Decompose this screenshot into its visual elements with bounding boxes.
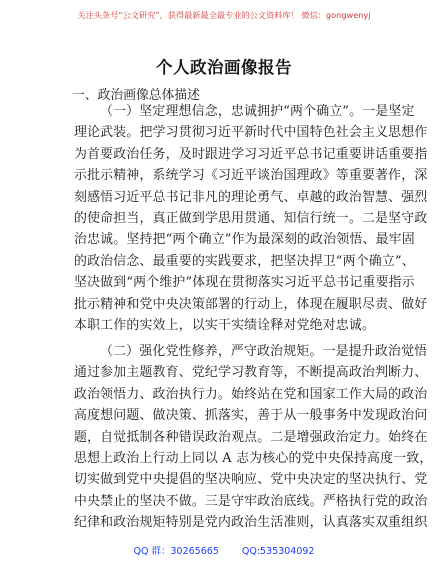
header-promo-note: 关注头条号“公文研究”，获得最新最全最专业的公文资料库！ 微信：gongwenyj — [77, 10, 371, 20]
text-line: 为首要政治任务，及时跟进学习习近平总书记重要讲话重要指 — [74, 146, 428, 162]
text-line: 刻感悟习近平总书记非凡的理论勇气、卓越的政治智慧、强烈 — [74, 189, 428, 205]
text-line: 坚决做到“两个维护”体现在贯彻落实习近平总书记重要指示 — [74, 275, 415, 291]
text-line: 的使命担当，真正做到学思用贯通、知信行统一。二是坚守政 — [74, 210, 428, 226]
text-line: 本职工作的实效上，以实干实绩诠释对党绝对忠诚。 — [74, 317, 376, 333]
text-line: 切实做到党中央提倡的坚决响应、党中央决定的坚决执行、党 — [74, 472, 428, 488]
text-line: 高度想问题、做决策、抓落实，善于从一般事务中发现政治问 — [74, 408, 428, 424]
text-line: （一）坚定理想信念，忠诚拥护“两个确立”。一是坚定 — [100, 104, 415, 119]
qq-group-number: QQ 群：30265665 — [133, 546, 219, 557]
footer-contact — [0, 543, 448, 557]
text-line: 纪律和政治规矩特别是党内政治生活准则，认真落实双重组织 — [74, 515, 428, 531]
text-line: 理论武装。把学习贯彻习近平新时代中国特色社会主义思想作 — [74, 125, 428, 141]
document-title: 个人政治画像报告 — [156, 58, 292, 77]
text-line: 政治领悟力、政治执行力。始终站在党和国家工作大局的政治 — [74, 386, 428, 402]
text-line: 思想上政治上行动上同以 A 志为核心的党中央保持高度一致， — [74, 450, 433, 466]
qq-number: QQ:535304092 — [241, 546, 315, 557]
section-heading: 一、政治画像总体描述 — [72, 88, 200, 103]
text-line: 的政治信念、最重要的实践要求，把坚决捍卫“两个确立”、 — [74, 253, 415, 269]
text-line: 通过参加主题教育、党纪学习教育等，不断提高政治判断力、 — [74, 365, 428, 381]
text-line: 治忠诚。坚持把“两个确立”作为最深刻的政治领悟、最牢固 — [74, 232, 415, 248]
text-line: （二）强化党性修养，严守政治规矩。一是提升政治觉悟 — [100, 344, 428, 359]
text-line: 批示精神和党中央决策部署的行动上，体现在履职尽责、做好 — [74, 296, 428, 312]
text-line: 题，自觉抵制各种错误政治观点。二是增强政治定力。始终在 — [74, 429, 428, 445]
paragraph-1 — [74, 101, 428, 336]
text-line: 中央禁止的坚决不做。三是守牢政治底线。严格执行党的政治 — [74, 493, 428, 509]
paragraph-2 — [74, 341, 433, 534]
text-line: 示批示精神，系统学习《习近平谈治国理政》等重要著作，深 — [74, 168, 428, 184]
